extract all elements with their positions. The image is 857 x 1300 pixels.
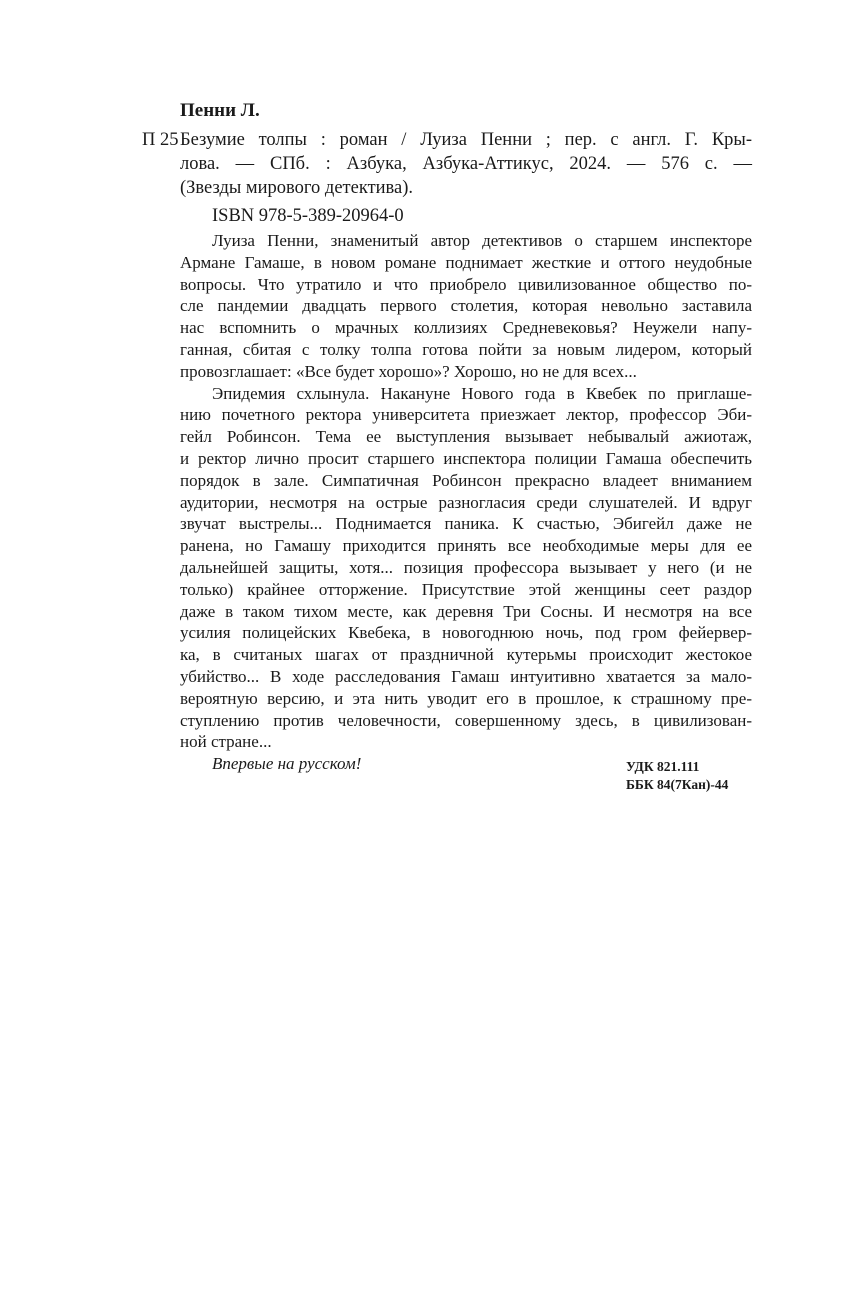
annotation-line: порядок в зале. Симпатичная Робинсон прекрасно владеет вниманием [180,470,752,490]
annotation-line: Армане Гамаше, в новом романе поднимает жесткие и оттого неудобные [180,252,752,272]
annotation-line: вопросы. Что утратило и что приобрело цивилизованное общество по- [180,274,752,294]
udk-code: УДК 821.111 [626,759,700,774]
annotation-line: ступлению против человечности, совершенному здесь, в цивилизован- [180,710,752,730]
annotation-line: ной стране... [180,732,272,752]
annotation-line: только) крайнее отторжение. Присутствие этой женщины сеет раздор [180,579,752,599]
bibliographic-description [180,128,752,200]
annotation-paragraph-1 [180,230,752,383]
annotation-line: ка, в считаных шагах от праздничной кутерьмы происходит жестокое [180,645,752,665]
annotation-line: усилия полицейских Квебека, в новогоднюю ночь, под гром фейервер- [180,623,752,643]
annotation-line: сле пандемии двадцать первого столетия, которая невольно заставила [180,296,752,316]
annotation-line: аудитории, несмотря на острые разногласия среди слушателей. И вдруг [180,492,752,512]
annotation-line: звучат выстрелы... Поднимается паника. К счастью, Эбигейл даже не [180,514,752,534]
index-code: П 25 [142,130,179,150]
annotation-line: нас вспомнить о мрачных коллизиях Средневековья? Неужели напу- [180,318,752,338]
annotation-line: провозглашает: «Все будет хорошо»? Хорошо, но не для всех... [180,361,637,381]
first-edition-note: Впервые на русском! [212,754,362,774]
annotation-paragraph-2 [180,383,752,754]
annotation-line: Луиза Пенни, знаменитый автор детективов о старшем инспекторе [212,231,752,250]
biblio-line: лова. — СПб. : Азбука, Азбука-Аттикус, 2024. — 576 с. — [180,154,752,174]
isbn: ISBN 978-5-389-20964-0 [212,206,404,226]
annotation-line: дальнейшей защиты, хотя... позиция профессора вызывает у него (и не [180,557,752,577]
annotation-line: ганная, сбитая с толку толпа готова пойти за новым лидером, который [180,339,752,359]
biblio-line: Безумие толпы : роман / Луиза Пенни ; пер. с англ. Г. Кры- [180,130,752,150]
bbk-code: ББК 84(7Кан)-44 [626,777,729,792]
annotation [180,230,752,775]
annotation-line: и ректор лично просит старшего инспектора полиции Гамаша обеспечить [180,448,752,468]
annotation-line: вероятную версию, и эта нить уводит его в прошлое, к страшному пре- [180,688,752,708]
annotation-line: гейл Робинсон. Тема ее выступления вызывает небывалый ажиотаж, [180,427,752,447]
annotation-line: ранена, но Гамашу приходится принять все необходимые меры для ее [180,536,752,556]
annotation-line: убийство... В ходе расследования Гамаш интуитивно хватается за мало- [180,666,752,686]
annotation-line: даже в таком тихом месте, как деревня Три Сосны. И несмотря на все [180,601,752,621]
biblio-line: (Звезды мирового детектива). [180,178,414,198]
annotation-line: Эпидемия схлынула. Накануне Нового года в Квебек по приглаше- [212,383,752,403]
author-heading: Пенни Л. [180,100,260,121]
annotation-line: нию почетного ректора университета приезжает лектор, профессор Эби- [180,405,752,425]
classification-codes [626,758,728,794]
